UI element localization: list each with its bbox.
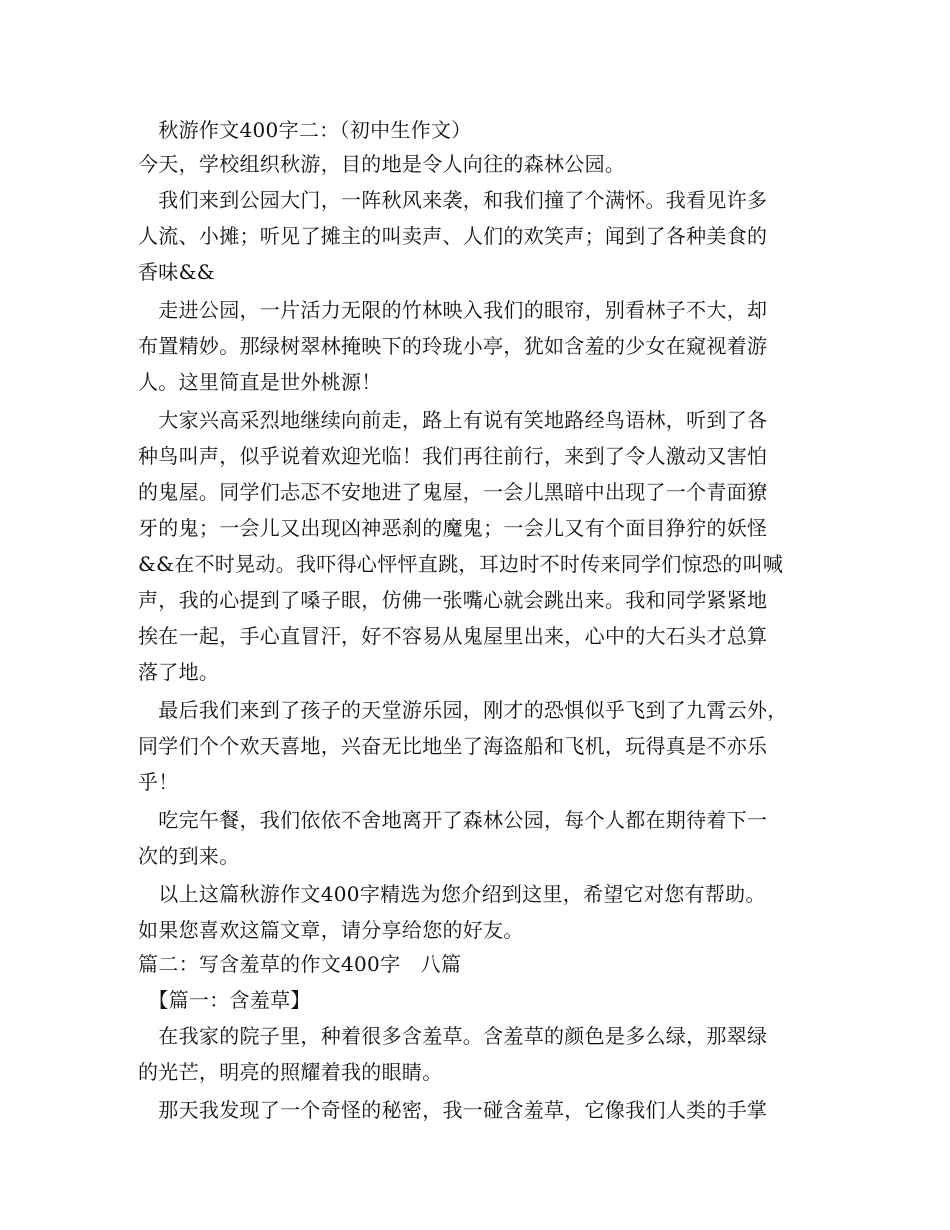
text-line: 的鬼屋。同学们忐忑不安地进了鬼屋，一会儿黑暗中出现了一个青面獠 (138, 480, 768, 504)
text-line: 人。这里简直是世外桃源！ (138, 370, 382, 394)
text-line: 落了地。 (138, 660, 220, 684)
text-line: 人流、小摊；听见了摊主的叫卖声、人们的欢笑声；闻到了各种美食的 (138, 224, 768, 248)
text-line: 在我家的院子里，种着很多含羞草。含羞草的颜色是多么绿，那翠绿 (138, 1024, 768, 1048)
section-heading: 篇二：写含羞草的作文400字 八篇 (138, 952, 462, 976)
essay-title-line: 秋游作文400字二：（初中生作文） (138, 118, 472, 142)
text-line: 今天，学校组织秋游，目的地是令人向往的森林公园。 (138, 152, 626, 176)
text-line: &&在不时晃动。我吓得心怦怦直跳，耳边时不时传来同学们惊恐的叫喊 (138, 552, 784, 576)
text-line: 同学们个个欢天喜地，兴奋无比地坐了海盗船和飞机，玩得真是不亦乐 (138, 734, 768, 758)
subsection-heading: 【篇一：含羞草】 (138, 988, 311, 1012)
text-line: 我们来到公园大门，一阵秋风来袭，和我们撞了个满怀。我看见许多 (138, 188, 768, 212)
text-line: 以上这篇秋游作文400字精选为您介绍到这里，希望它对您有帮助。 (138, 882, 766, 906)
text-line: 最后我们来到了孩子的天堂游乐园，刚才的恐惧似乎飞到了九霄云外， (138, 698, 788, 722)
text-line: 布置精妙。那绿树翠林掩映下的玲珑小亭，犹如含羞的少女在窥视着游 (138, 334, 768, 358)
text-line: 牙的鬼；一会儿又出现凶神恶刹的魔鬼；一会儿又有个面目狰狞的妖怪 (138, 516, 768, 540)
text-line: 如果您喜欢这篇文章，请分享给您的好友。 (138, 918, 524, 942)
text-line: 挨在一起，手心直冒汗，好不容易从鬼屋里出来，心中的大石头才总算 (138, 624, 768, 648)
text-line: 的光芒，明亮的照耀着我的眼睛。 (138, 1060, 443, 1084)
text-line: 声，我的心提到了嗓子眼，仿佛一张嘴心就会跳出来。我和同学紧紧地 (138, 588, 768, 612)
text-line: 次的到来。 (138, 844, 240, 868)
text-line: 香味&& (138, 260, 215, 284)
text-line: 走进公园，一片活力无限的竹林映入我们的眼帘，别看林子不大，却 (138, 298, 768, 322)
text-line: 种鸟叫声，似乎说着欢迎光临！我们再往前行，来到了令人激动又害怕 (138, 444, 768, 468)
text-line: 那天我发现了一个奇怪的秘密，我一碰含羞草，它像我们人类的手掌 (138, 1098, 768, 1122)
text-line: 吃完午餐，我们依依不舍地离开了森林公园，每个人都在期待着下一 (138, 808, 768, 832)
text-line: 大家兴高采烈地继续向前走，路上有说有笑地路经鸟语林，听到了各 (138, 408, 768, 432)
text-line: 乎！ (138, 770, 179, 794)
